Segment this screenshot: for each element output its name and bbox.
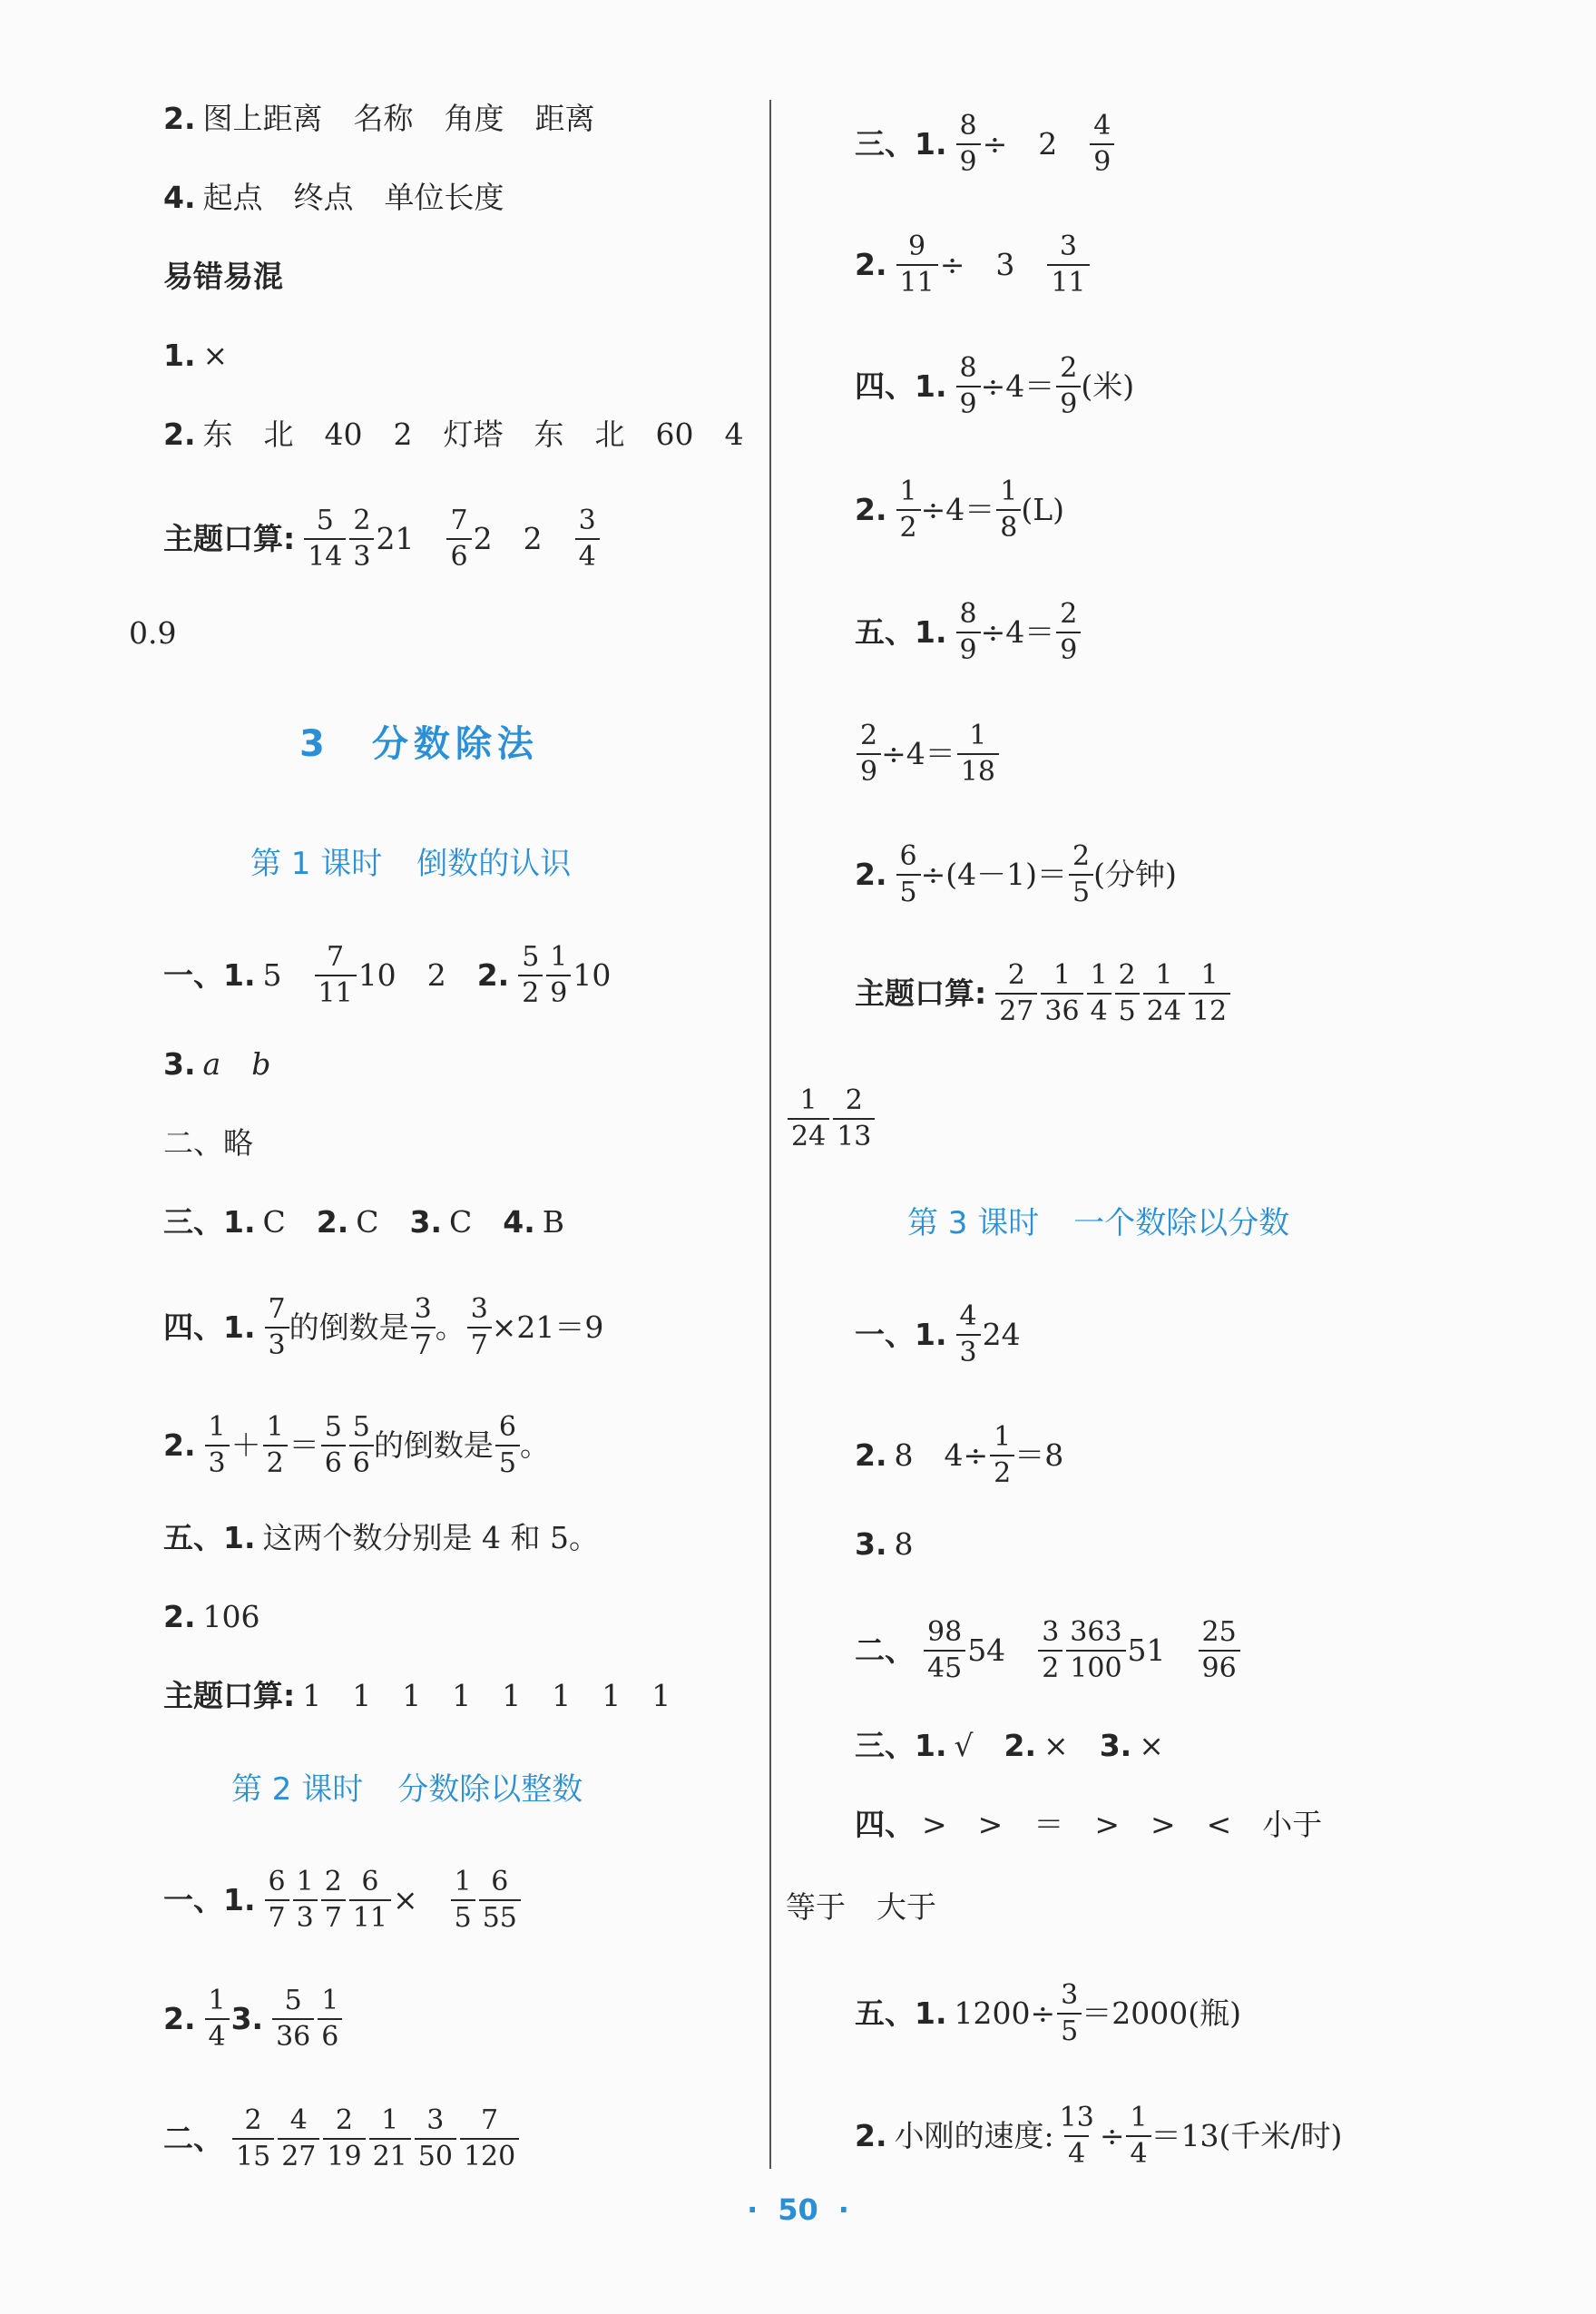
fraction: $\frac{1}{6}$ bbox=[318, 1984, 342, 2054]
fraction: $\frac{25}{96}$ bbox=[1199, 1615, 1240, 1686]
item-number: 一、1. bbox=[163, 957, 256, 993]
fraction: $\frac{2}{15}$ bbox=[232, 2103, 274, 2174]
k1-line-si1 bbox=[163, 1292, 603, 1363]
lesson-number: 第 2 课时 bbox=[231, 1771, 364, 1808]
fraction: $\frac{2}{9}$ bbox=[1056, 351, 1081, 422]
k1-line-san bbox=[163, 1197, 564, 1248]
item-number: 四、1. bbox=[163, 1309, 256, 1345]
k3-line-si-continuation bbox=[786, 1882, 936, 1933]
answer-text: 北 bbox=[594, 417, 625, 452]
judgement-answer: 2. × bbox=[1004, 1728, 1069, 1763]
operator: ÷ bbox=[939, 247, 965, 282]
answer-value: 1 bbox=[502, 1678, 522, 1713]
answer-value: 小于 bbox=[1262, 1807, 1323, 1842]
fraction: $\frac{2}{9}$ bbox=[857, 719, 881, 789]
lesson-3-title bbox=[907, 1198, 1324, 1242]
item-number: 五、1. bbox=[855, 1995, 947, 2031]
fraction: $\frac{2}{5}$ bbox=[1115, 958, 1140, 1029]
fraction: $\frac{3}{11}$ bbox=[1047, 230, 1089, 300]
column-divider bbox=[769, 100, 771, 2169]
answer-text: ÷4＝ bbox=[980, 614, 1055, 650]
fraction: $\frac{1}{3}$ bbox=[205, 1410, 230, 1481]
k3-line-si bbox=[855, 1799, 1322, 1850]
fraction: $\frac{8}{9}$ bbox=[956, 351, 981, 422]
answer-value: 24 bbox=[982, 1317, 1021, 1352]
lesson-name: 分数除以整数 bbox=[397, 1771, 583, 1808]
k3-line-2 bbox=[855, 1420, 1063, 1491]
answer-text: 这两个数分别是 4 和 5。 bbox=[262, 1520, 599, 1555]
answer-text: 1200÷ bbox=[954, 1995, 1056, 2031]
lesson-1-title bbox=[250, 838, 605, 883]
answer-text: 的倒数是 bbox=[289, 1309, 409, 1345]
fraction: $\frac{1}{21}$ bbox=[369, 2103, 411, 2174]
fraction: $\frac{1}{4}$ bbox=[205, 1984, 230, 2054]
item-number: 五、1. bbox=[163, 1520, 256, 1555]
fraction: $\frac{5}{14}$ bbox=[304, 504, 346, 574]
k3-line-san bbox=[855, 1721, 1164, 1771]
k1-line-wu1 bbox=[163, 1513, 599, 1564]
oral-calc-label: 主题口算: bbox=[855, 976, 987, 1011]
r-line-si2 bbox=[855, 475, 1064, 545]
fraction: $\frac{13}{4}$ bbox=[1059, 2102, 1094, 2170]
answer-text: 角度 bbox=[444, 101, 504, 136]
answer-value: 2 bbox=[473, 521, 493, 556]
answer-text: 终点 bbox=[293, 180, 354, 215]
operator: ÷ bbox=[1099, 2118, 1125, 2153]
k1-line-yi bbox=[163, 940, 611, 1011]
fraction: $\frac{3}{50}$ bbox=[415, 2103, 456, 2174]
answer-value: > bbox=[977, 1807, 1004, 1842]
answer-text: 。 bbox=[519, 1427, 550, 1463]
lesson-number: 第 1 课时 bbox=[250, 846, 383, 882]
fraction: $\frac{6}{7}$ bbox=[265, 1865, 289, 1936]
answer-text: 东 bbox=[202, 417, 233, 452]
answer-text: ＝13(千米/时) bbox=[1150, 2118, 1343, 2153]
fraction: $\frac{4}{9}$ bbox=[1090, 109, 1114, 180]
r-line-san2 bbox=[855, 230, 1090, 300]
oral-calc-line-2 bbox=[163, 1671, 671, 1721]
answer-text: ＝8 bbox=[1014, 1437, 1064, 1473]
answer-text: ÷4＝ bbox=[980, 368, 1055, 404]
fraction: $\frac{2}{7}$ bbox=[321, 1865, 346, 1936]
yicuo-line-1 bbox=[163, 330, 228, 381]
item-number: 2. bbox=[855, 2118, 887, 2153]
answer-text: 起点 bbox=[202, 180, 263, 215]
answer-value: 1 bbox=[602, 1678, 622, 1713]
answer-value: 1 bbox=[452, 1678, 472, 1713]
item-number: 4. bbox=[163, 180, 196, 215]
fraction: $\frac{3}{7}$ bbox=[411, 1292, 436, 1363]
fraction: $\frac{9}{11}$ bbox=[896, 230, 938, 300]
answer-text: ÷4＝ bbox=[881, 736, 955, 771]
k2-line-yi bbox=[163, 1865, 521, 1936]
fraction: $\frac{363}{100}$ bbox=[1066, 1615, 1125, 1686]
lesson-number: 第 3 课时 bbox=[907, 1205, 1040, 1241]
k3-line-wu2 bbox=[855, 2101, 1342, 2172]
answer-text: 距离 bbox=[534, 101, 595, 136]
answer-value: 21 bbox=[376, 521, 415, 556]
answer-value: 1 bbox=[402, 1678, 422, 1713]
fraction: $\frac{7}{11}$ bbox=[315, 940, 357, 1011]
answer-value: 2 bbox=[1038, 126, 1058, 162]
answer-value: > bbox=[1094, 1807, 1120, 1842]
unit-title: 3 分数除法 bbox=[299, 723, 539, 765]
choice-answer: 2. C bbox=[316, 1204, 379, 1240]
fraction: $\frac{2}{3}$ bbox=[349, 504, 374, 574]
fraction: $\frac{1}{18}$ bbox=[957, 719, 999, 789]
oral-calc-label: 主题口算: bbox=[163, 521, 296, 556]
section-heading-text: 易错易混 bbox=[163, 259, 283, 294]
answer-text: 单位长度 bbox=[384, 180, 504, 215]
answer-text: 灯塔 bbox=[443, 417, 504, 452]
answer-value: × bbox=[392, 1882, 418, 1917]
fraction: $\frac{1}{2}$ bbox=[263, 1410, 288, 1481]
answer-value: b bbox=[251, 1046, 271, 1082]
fraction: $\frac{5}{6}$ bbox=[321, 1410, 346, 1481]
item-number: 2. bbox=[163, 1599, 196, 1634]
answer-value: 1 bbox=[552, 1678, 572, 1713]
item-number: 三、 bbox=[163, 1204, 223, 1240]
answer-value: > bbox=[1150, 1807, 1176, 1842]
answer-text: 小刚的速度: bbox=[894, 2118, 1054, 2153]
item-number: 2. bbox=[855, 492, 887, 527]
oral-calc-continuation bbox=[786, 1083, 875, 1154]
fraction: $\frac{7}{6}$ bbox=[446, 504, 471, 574]
item-number: 2. bbox=[855, 247, 887, 282]
r-line-si1 bbox=[855, 351, 1134, 422]
answer-value: 8 bbox=[894, 1437, 914, 1473]
fraction: $\frac{8}{9}$ bbox=[956, 597, 981, 668]
answer-value: 1 bbox=[651, 1678, 671, 1713]
choice-answer: 1. C bbox=[223, 1204, 286, 1240]
answer-value: 0.9 bbox=[129, 615, 177, 651]
fraction: $\frac{1}{24}$ bbox=[788, 1083, 829, 1154]
r-line-wu2 bbox=[855, 839, 1177, 910]
fraction: $\frac{2}{19}$ bbox=[323, 2103, 365, 2174]
item-number: 3. bbox=[163, 1046, 196, 1082]
answer-value: 2 bbox=[523, 521, 543, 556]
k3-line-yi1 bbox=[855, 1299, 1021, 1370]
fraction: $\frac{8}{9}$ bbox=[956, 109, 981, 180]
answer-value: 10 bbox=[357, 957, 397, 993]
fraction: $\frac{1}{2}$ bbox=[896, 475, 921, 545]
item-number: 四、1. bbox=[855, 368, 947, 404]
fraction: $\frac{2}{9}$ bbox=[1056, 597, 1081, 668]
answer-value: 3 bbox=[995, 247, 1015, 282]
answer-value: 大于 bbox=[876, 1889, 936, 1925]
answer-value: 等于 bbox=[786, 1889, 846, 1925]
operator: ÷ bbox=[982, 126, 1008, 162]
operator: ＝ bbox=[289, 1427, 319, 1463]
k2-line-er bbox=[163, 2103, 519, 2174]
oral-calc-line-3 bbox=[855, 958, 1230, 1029]
answer-value: a bbox=[202, 1046, 221, 1082]
k1-line-er bbox=[163, 1118, 253, 1169]
r-line-wu1 bbox=[855, 597, 1081, 668]
answer-value: 8 bbox=[894, 1526, 914, 1562]
fraction: $\frac{2}{5}$ bbox=[1069, 839, 1093, 910]
fraction: $\frac{3}{7}$ bbox=[467, 1292, 492, 1363]
fraction: $\frac{6}{11}$ bbox=[349, 1865, 391, 1936]
item-number: 2. bbox=[163, 101, 196, 136]
k3-line-wu1 bbox=[855, 1978, 1241, 2049]
answer-text: 名称 bbox=[353, 101, 414, 136]
fraction: $\frac{4}{3}$ bbox=[956, 1299, 981, 1370]
choice-answer: 4. B bbox=[503, 1204, 565, 1240]
answer-text: ＝2000(瓶) bbox=[1082, 1995, 1241, 2031]
fraction: $\frac{5}{6}$ bbox=[349, 1410, 374, 1481]
answer-value: 106 bbox=[202, 1599, 260, 1634]
answer-text: × bbox=[202, 338, 229, 373]
answer-text: 2 bbox=[393, 417, 413, 452]
item-number: 四、 bbox=[855, 1807, 915, 1842]
fraction: $\frac{1}{5}$ bbox=[451, 1865, 475, 1936]
answer-text: ×21＝9 bbox=[491, 1309, 604, 1345]
fraction: $\frac{7}{120}$ bbox=[460, 2103, 519, 2174]
item-number: 一、1. bbox=[855, 1317, 947, 1352]
fraction: $\frac{1}{2}$ bbox=[990, 1420, 1014, 1491]
fraction: $\frac{1}{4}$ bbox=[1126, 2101, 1150, 2172]
answer-text: 图上距离 bbox=[202, 101, 323, 136]
answer-value: 5 bbox=[262, 957, 282, 993]
item-number: 五、1. bbox=[855, 614, 947, 650]
item-number: 1. bbox=[163, 338, 196, 373]
answer-text: (L) bbox=[1021, 492, 1065, 527]
answer-value: 10 bbox=[573, 957, 612, 993]
fraction: $\frac{6}{5}$ bbox=[495, 1410, 520, 1481]
answer-value: < bbox=[1206, 1807, 1232, 1842]
item-number: 2. bbox=[476, 957, 510, 993]
answer-text: 60 bbox=[655, 417, 694, 452]
k1-line-3 bbox=[163, 1039, 270, 1090]
item-number: 三、 bbox=[855, 1728, 915, 1763]
fraction: $\frac{98}{45}$ bbox=[924, 1615, 965, 1686]
lesson-name: 倒数的认识 bbox=[416, 846, 572, 882]
oral-calc-continuation bbox=[129, 608, 176, 659]
item-number: 一、1. bbox=[163, 1882, 256, 1917]
k2-line-2 bbox=[163, 1984, 342, 2054]
answer-value: 1 bbox=[302, 1678, 322, 1713]
answer-text: ÷4＝ bbox=[920, 492, 995, 527]
answer-text: 二、略 bbox=[163, 1125, 253, 1161]
lesson-name: 一个数除以分数 bbox=[1073, 1205, 1290, 1241]
fraction: $\frac{1}{24}$ bbox=[1143, 958, 1185, 1029]
fraction: $\frac{6}{5}$ bbox=[896, 839, 921, 910]
item-number: 三、1. bbox=[855, 126, 947, 162]
fraction: $\frac{5}{36}$ bbox=[272, 1984, 314, 2054]
oral-calc-label: 主题口算: bbox=[163, 1678, 296, 1713]
fraction: $\frac{1}{8}$ bbox=[996, 475, 1021, 545]
answer-text: ÷(4－1)＝ bbox=[920, 857, 1067, 892]
fraction: $\frac{6}{55}$ bbox=[479, 1865, 521, 1936]
fraction: $\frac{5}{2}$ bbox=[518, 940, 543, 1011]
item-number: 二、 bbox=[855, 1633, 915, 1668]
page-number: · 50 · bbox=[747, 2192, 849, 2227]
item-number: 3. bbox=[230, 2001, 264, 2036]
answer-text: 的倒数是 bbox=[373, 1427, 494, 1463]
choice-answer: 3. C bbox=[409, 1204, 473, 1240]
item-number: 2. bbox=[163, 417, 196, 452]
item-number: 2. bbox=[855, 1437, 887, 1473]
fraction: $\frac{1}{3}$ bbox=[293, 1865, 318, 1936]
item-number: 2. bbox=[855, 857, 887, 892]
r-line-san1 bbox=[855, 109, 1114, 180]
lesson-2-title bbox=[231, 1764, 617, 1809]
yicuo-line-2 bbox=[163, 409, 744, 460]
judgement-answer: 1. √ bbox=[915, 1728, 974, 1763]
answer-text: (分钟) bbox=[1093, 857, 1177, 892]
answer-line-4 bbox=[163, 172, 504, 223]
item-number: 3. bbox=[855, 1526, 887, 1562]
section-heading-yicuo bbox=[163, 251, 283, 302]
item-number: 2. bbox=[163, 2001, 196, 2036]
fraction: $\frac{1}{9}$ bbox=[546, 940, 571, 1011]
k3-line-er bbox=[855, 1615, 1240, 1686]
answer-text: 北 bbox=[263, 417, 294, 452]
answer-value: 2 bbox=[426, 957, 446, 993]
fraction: $\frac{7}{3}$ bbox=[265, 1292, 289, 1363]
answer-value: 51 bbox=[1127, 1633, 1166, 1668]
answer-value: > bbox=[922, 1807, 947, 1842]
answer-text: 4 bbox=[724, 417, 744, 452]
item-number: 二、 bbox=[163, 2121, 223, 2156]
answer-value: 54 bbox=[967, 1633, 1006, 1668]
answer-text: 40 bbox=[324, 417, 363, 452]
answer-line-2 bbox=[163, 93, 595, 144]
fraction: $\frac{3}{4}$ bbox=[575, 504, 600, 574]
r-line-wu1b bbox=[855, 719, 999, 789]
fraction: $\frac{2}{27}$ bbox=[995, 958, 1037, 1029]
oral-calc-line-1 bbox=[163, 504, 600, 574]
answer-value: ＝ bbox=[1033, 1807, 1064, 1842]
fraction: $\frac{2}{13}$ bbox=[833, 1083, 875, 1154]
fraction: $\frac{1}{36}$ bbox=[1041, 958, 1082, 1029]
fraction: $\frac{3}{2}$ bbox=[1038, 1615, 1062, 1686]
k1-line-si2 bbox=[163, 1410, 550, 1481]
judgement-answer: 3. × bbox=[1099, 1728, 1164, 1763]
answer-text: 东 bbox=[534, 417, 564, 452]
answer-text: 。 bbox=[435, 1309, 465, 1345]
item-number: 2. bbox=[163, 1427, 196, 1463]
answer-text: 4÷ bbox=[944, 1437, 989, 1473]
operator: ＋ bbox=[230, 1427, 261, 1463]
fraction: $\frac{3}{5}$ bbox=[1057, 1978, 1082, 2049]
fraction: $\frac{1}{12}$ bbox=[1189, 958, 1230, 1029]
k3-line-3 bbox=[855, 1519, 914, 1570]
answer-value: 1 bbox=[352, 1678, 372, 1713]
fraction: $\frac{1}{4}$ bbox=[1087, 958, 1111, 1029]
k1-line-wu2 bbox=[163, 1592, 260, 1642]
answer-text: (米) bbox=[1081, 368, 1135, 404]
fraction: $\frac{4}{27}$ bbox=[278, 2103, 319, 2174]
